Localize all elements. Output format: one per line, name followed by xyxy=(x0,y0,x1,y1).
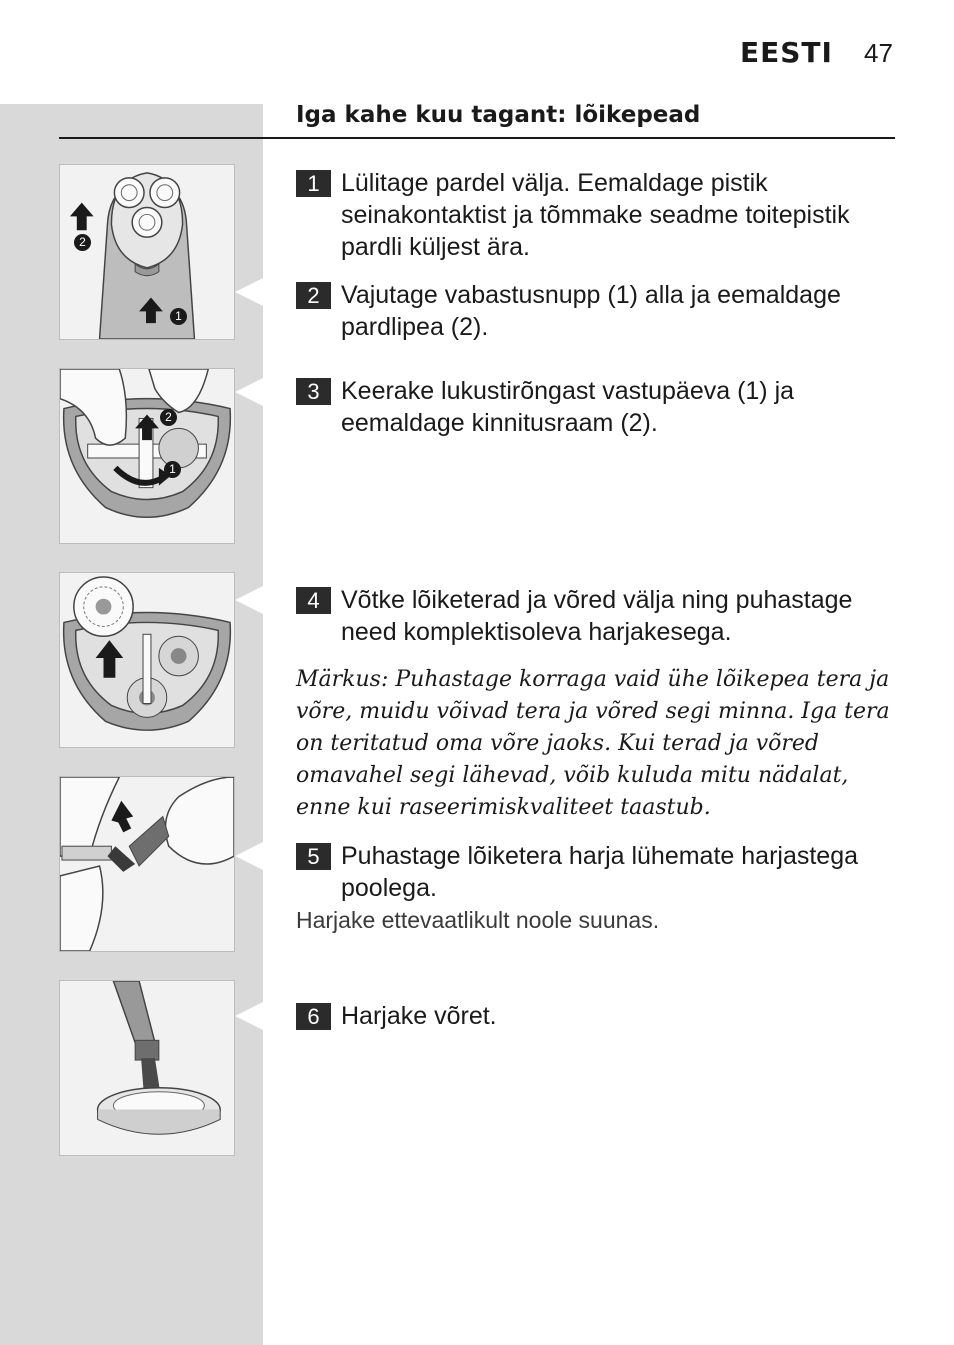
arrow-up-icon xyxy=(70,203,94,231)
section-divider xyxy=(59,137,895,139)
brush-guard-illustration xyxy=(60,981,234,1155)
figure-remove-cutters xyxy=(59,572,235,748)
step-number: 5 xyxy=(296,843,331,870)
brush-cutter-illustration xyxy=(60,777,234,951)
figure-pointer xyxy=(235,586,263,614)
language-heading: EESTI xyxy=(740,36,833,69)
step-text: Vajutage vabastusnupp (1) alla ja eemaldage pardlipea (2). xyxy=(341,281,841,341)
step-text: Keerake lukustirõngast vastupäeva (1) ja eemaldage kinnitusraam (2). xyxy=(341,377,795,437)
arrow-up-icon xyxy=(111,801,133,833)
figure-pointer xyxy=(235,378,263,406)
figure-pointer xyxy=(235,842,263,870)
step-5-hint: Harjake ettevaatlikult noole suunas. xyxy=(296,907,660,933)
step-text: Puhastage lõiketera harja lühemate harjastega poolega. xyxy=(341,842,859,902)
callout-1-badge: 1 xyxy=(164,461,181,478)
shaver-illustration xyxy=(60,165,234,339)
step-number: 3 xyxy=(296,378,331,405)
step-text: Võtke lõiketerad ja võred välja ning puhastage need komplektisoleva harjakesega. xyxy=(341,586,853,646)
step-number: 4 xyxy=(296,587,331,614)
step-number: 1 xyxy=(296,170,331,197)
cutters-illustration xyxy=(60,573,234,747)
retaining-frame-illustration xyxy=(60,369,234,543)
figure-remove-retaining-frame xyxy=(59,368,235,544)
callout-2-badge: 2 xyxy=(160,409,177,426)
figure-pointer xyxy=(235,278,263,306)
callout-1-badge: 1 xyxy=(170,308,187,325)
figure-pointer xyxy=(235,1002,263,1030)
step-text: Harjake võret. xyxy=(341,1002,497,1030)
step-number: 2 xyxy=(296,282,331,309)
callout-2-badge: 2 xyxy=(74,234,91,251)
note-paragraph: Märkus: Puhastage korraga vaid ühe lõikepea tera ja võre, muidu võivad tera ja võred segi minna. Iga tera on teritatud oma võre jaoks. Kui terad ja võred omavahel segi lähevad, võib kuluda mitu nädalat, enne kui raseerimiskvaliteet taastub. xyxy=(296,667,890,820)
figure-remove-shaving-head xyxy=(59,164,235,340)
step-number: 6 xyxy=(296,1003,331,1030)
figure-brush-guard xyxy=(59,980,235,1156)
figure-brush-cutter xyxy=(59,776,235,952)
step-text: Lülitage pardel välja. Eemaldage pistik seinakontaktist ja tõmmake seadme toitepistik pardli küljest ära. xyxy=(341,169,850,261)
section-title: Iga kahe kuu tagant: lõikepead xyxy=(296,102,701,128)
page-number: 47 xyxy=(864,38,893,68)
